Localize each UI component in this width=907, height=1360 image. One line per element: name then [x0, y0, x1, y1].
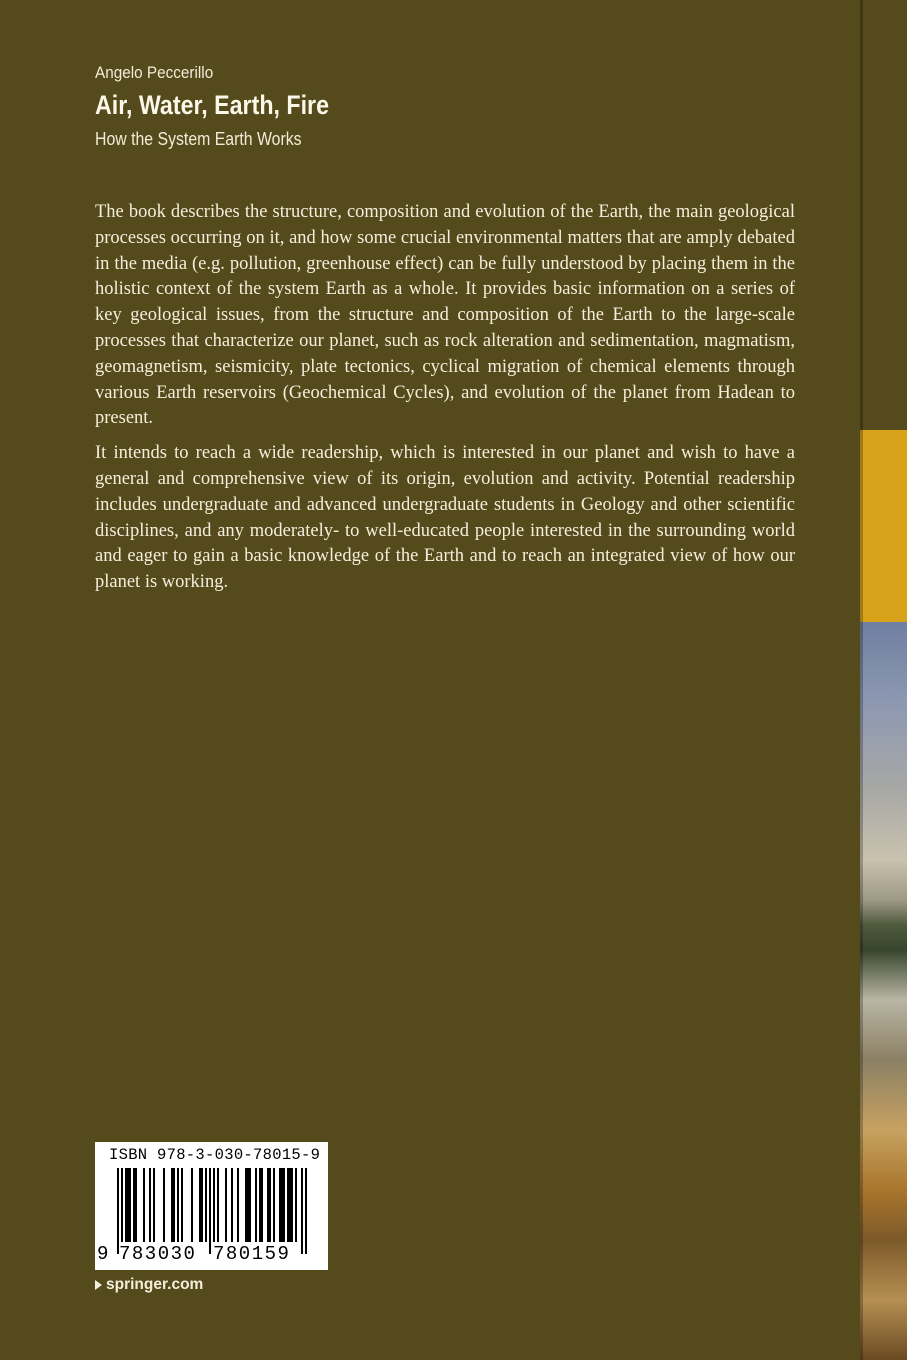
- barcode-bar: [225, 1168, 227, 1242]
- barcode-bar: [249, 1168, 251, 1242]
- spine-photo-strip: [860, 0, 907, 1360]
- barcode-bar: [279, 1168, 281, 1242]
- barcode-bar: [129, 1168, 131, 1242]
- barcode-bar: [295, 1168, 297, 1242]
- barcode-bar: [181, 1168, 183, 1242]
- barcode-bar: [261, 1168, 263, 1242]
- barcode-bar: [133, 1168, 135, 1242]
- book-subtitle: How the System Earth Works: [95, 129, 302, 149]
- publisher-website: springer.com: [106, 1276, 204, 1293]
- barcode-bar: [171, 1168, 173, 1242]
- barcode-bar: [177, 1168, 179, 1242]
- spine-divider: [860, 0, 863, 1360]
- book-description: [95, 200, 795, 605]
- barcode-bar: [247, 1168, 249, 1242]
- book-title: Air, Water, Earth, Fire: [95, 90, 330, 120]
- barcode-bar: [287, 1168, 289, 1242]
- publisher-link[interactable]: [95, 1276, 203, 1294]
- barcode-bar: [191, 1168, 193, 1242]
- isbn-barcode: [95, 1142, 328, 1270]
- barcode-bar: [291, 1168, 293, 1242]
- barcode-digit-first: 9: [97, 1243, 109, 1265]
- barcode-bar: [205, 1168, 207, 1242]
- barcode-bar: [237, 1168, 239, 1242]
- description-paragraph: The book describes the structure, composition and evolution of the Earth, the main geological processes occurring on it, and how some crucial environmental matters that are amply debated in the media (e.g. pollution, greenhouse effect) can be fully understood by placing them in the holistic context of the system Earth as a whole. It provides basic information on a series of key geological issues, from the structure and composition of the Earth to the large-scale processes that characterize our planet, such as rock alteration and sedimentation, magmatism, geomagnetism, seismicity, plate tectonics, cyclical migration of chemical elements through various Earth reservoirs (Geochemical Cycles), and evolution of the planet from Hadean to present.: [95, 202, 795, 429]
- barcode-bar: [143, 1168, 145, 1242]
- barcode-bar: [127, 1168, 129, 1242]
- barcode-bar: [273, 1168, 275, 1242]
- isbn-label: ISBN 978-3-030-78015-9: [109, 1146, 321, 1164]
- barcode-bar: [135, 1168, 137, 1242]
- barcode-bar: [289, 1168, 291, 1242]
- barcode-digits: [95, 1242, 328, 1268]
- barcode-digit-group-right: 780159: [213, 1243, 291, 1265]
- barcode-bar: [149, 1168, 151, 1242]
- barcode-bar: [153, 1168, 155, 1242]
- author-name: Angelo Peccerillo: [95, 63, 214, 82]
- barcode-bar: [231, 1168, 233, 1242]
- barcode-bar: [199, 1168, 201, 1242]
- barcode-bar: [245, 1168, 247, 1242]
- barcode-bar: [163, 1168, 165, 1242]
- barcode-digit-group-left: 783030: [119, 1243, 197, 1265]
- barcode-bar: [267, 1168, 269, 1242]
- barcode-bar: [269, 1168, 271, 1242]
- barcode-bar: [259, 1168, 261, 1242]
- barcode-bar: [125, 1168, 127, 1242]
- barcode-bar: [283, 1168, 285, 1242]
- barcode-bar: [281, 1168, 283, 1242]
- barcode-bar: [173, 1168, 175, 1242]
- description-paragraph: It intends to reach a wide readership, which is interested in our planet and wish to have a general and comprehensive view of its origin, evolution and activity. Potential readership includes undergraduate and advanced undergraduate students in Geology and other scientific disciplines, and any moderately- to well-educated people interested in the surrounding world and eager to gain a basic knowledge of the Earth and to reach an integrated view of how our planet is working.: [95, 443, 795, 593]
- triangle-right-icon: [95, 1280, 102, 1290]
- barcode-bar: [255, 1168, 257, 1242]
- barcode-bar: [217, 1168, 219, 1242]
- barcode-bar: [201, 1168, 203, 1242]
